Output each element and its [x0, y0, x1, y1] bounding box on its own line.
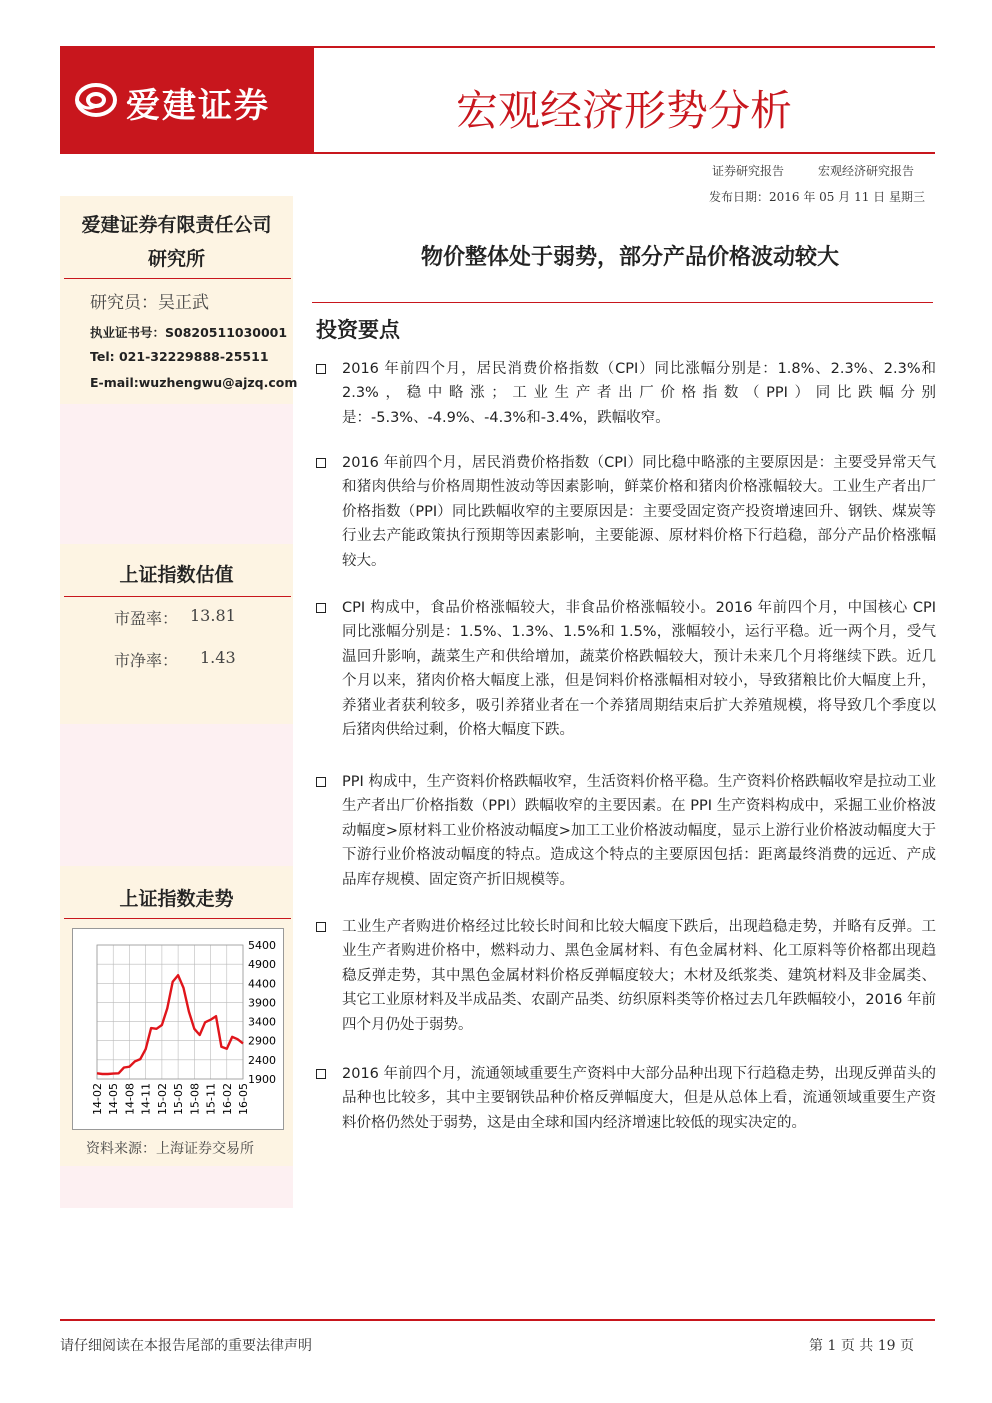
report-subtype: 宏观经济研究报告 — [818, 164, 915, 178]
pe-ratio-value: 13.81 — [190, 606, 236, 625]
report-title: 物价整体处于弱势，部分产品价格波动较大 — [420, 245, 839, 270]
bullet-paragraph-5: 工业生产者购进价格经过比较长时间和比较大幅度下跌后，出现趋稳走势，并略有反弹。工业生产者购进价格中，燃料动力、黑色金属材料、有色金属材料、化工原料等价格都出现趋稳反弹走势，其中黑色金属材料价格反弹幅度较大；木材及纸浆类、建筑材料及非金属类、其它工业原材料及半成品类、农副产品类、纺织原料类等价格过去几年跌幅较小，2016 年前四个月仍处于弱势。 — [342, 919, 936, 1033]
logo-icon — [74, 82, 118, 118]
bullet-icon — [316, 777, 326, 787]
brand-logo — [60, 48, 314, 152]
logo-text: 爱建证券 — [126, 86, 270, 126]
report-title-rule — [312, 302, 933, 303]
bullet-icon — [316, 458, 326, 468]
y-tick-label: 3900 — [248, 996, 276, 1010]
chart-plot-area — [97, 945, 243, 1079]
sidebar-pink-bg-1 — [60, 404, 293, 544]
x-tick-label: 15-02 — [155, 1083, 169, 1115]
bullet-paragraph-6: 2016 年前四个月，流通领域重要生产资料中大部分品种出现下行趋稳走势，出现反弹苗头的品种也比较多，其中主要钢铁品种价格反弹幅度大，但是从总体上看，流通领域重要生产资料价格仍然处于弱势，这是由全球和国内经济增速比较低的现实决定的。 — [342, 1066, 936, 1131]
x-tick-label: 14-05 — [107, 1083, 121, 1115]
company-name-line2: 研究所 — [147, 248, 205, 270]
y-tick-label: 2400 — [248, 1053, 276, 1067]
license-number: 执业证书号：S0820511030001 — [90, 325, 288, 340]
x-tick-label: 14-08 — [123, 1083, 137, 1115]
document-title: 宏观经济形势分析 — [456, 86, 793, 135]
y-tick-label: 4900 — [248, 958, 276, 972]
valuation-heading: 上证指数估值 — [119, 564, 234, 586]
y-tick-label: 5400 — [248, 939, 276, 952]
bullet-icon — [316, 603, 326, 613]
pb-ratio-value: 1.43 — [200, 648, 236, 667]
section-heading: 投资要点 — [316, 318, 400, 342]
page-number: 第 1 页 共 19 页 — [809, 1338, 914, 1354]
researcher-name: 研究员：吴正武 — [90, 293, 209, 313]
pb-ratio-label: 市净率： — [114, 651, 179, 670]
company-divider — [64, 278, 291, 279]
trend-divider — [64, 918, 291, 919]
sidebar-pink-bg-3 — [60, 1166, 293, 1208]
report-type: 证券研究报告 — [712, 164, 785, 178]
y-tick-label: 4400 — [248, 977, 276, 991]
pe-ratio-label: 市盈率： — [114, 609, 179, 628]
contact-email[interactable]: E-mail:wuzhengwu@ajzq.com — [90, 375, 298, 390]
index-series-line — [97, 975, 243, 1074]
bullet-icon — [316, 1069, 326, 1079]
x-tick-label: 14-02 — [91, 1083, 104, 1115]
y-tick-label: 1900 — [248, 1073, 276, 1086]
publish-date: 发布日期：2016 年 05 月 11 日 星期三 — [709, 190, 925, 204]
valuation-divider — [64, 596, 291, 597]
index-chart — [72, 928, 284, 1130]
contact-tel: Tel: 021-32229888-25511 — [90, 349, 269, 364]
index-chart-svg — [73, 929, 283, 1129]
x-tick-label: 15-08 — [188, 1083, 202, 1115]
sidebar-pink-bg-2 — [60, 724, 293, 866]
footer-disclaimer: 请仔细阅读在本报告尾部的重要法律声明 — [60, 1338, 312, 1354]
bullet-paragraph-4: PPI 构成中，生产资料价格跌幅收窄，生活资料价格平稳。生产资料价格跌幅收窄是拉动工业生产者出厂价格指数（PPI）跌幅收窄的主要因素。在 PPI 生产资料构成中，采掘工业价格波动幅度>原材料工业价格波动幅度>加工工业价格波动幅度，显示上游行业价格波动幅度大于下游行业价格波动幅度的特点。造成这个特点的主要原因包括：距离最终消费的远近、产成品库存规模、固定资产折旧规模等。 — [342, 774, 936, 888]
bullet-paragraph-1: 2016 年前四个月，居民消费价格指数（CPI）同比涨幅分别是：1.8%、2.3%、2.3%和 2.3%，稳中略涨；工业生产者出厂价格指数（PPI）同比跌幅分别是：-5.3%、-4.9%、-4.3%和-3.4%，跌幅收窄。 — [342, 361, 936, 426]
company-name — [60, 208, 293, 276]
company-name-line1: 爱建证券有限责任公司 — [81, 214, 272, 236]
footer-rule — [60, 1319, 935, 1321]
y-tick-label: 3400 — [248, 1015, 276, 1029]
bullet-paragraph-3: CPI 构成中，食品价格涨幅较大，非食品价格涨幅较小。2016 年前四个月，中国核心 CPI 同比涨幅分别是：1.5%、1.3%、1.5%和 1.5%，涨幅较小，运行平稳。近一两个月，受气温回升影响，蔬菜生产和供给增加，蔬菜价格跌幅较大，预计未来几个月将继续下跌。近几个月以来，猪肉价格大幅度上涨，但是饲料价格涨幅相对较小，导致猪粮比价大幅度上升，养猪业者获利较多，吸引养猪业者在一个养猪周期结束后扩大养殖规模，将导致几个季度以后猪肉供给过剩，价格大幅度下跌。 — [342, 600, 936, 739]
bullet-paragraph-2: 2016 年前四个月，居民消费价格指数（CPI）同比稳中略涨的主要原因是：主要受异常天气和猪肉供给与价格周期性波动等因素影响，鲜菜价格和猪肉价格涨幅较大。工业生产者出厂价格指数（PPI）同比跌幅收窄的主要原因是：主要受固定资产投资增速回升、钢铁、煤炭等行业去产能政策执行预期等因素影响，主要能源、原材料价格下行趋稳，部分产品价格涨幅较大。 — [342, 455, 936, 569]
x-tick-label: 16-02 — [220, 1083, 234, 1115]
x-tick-label: 15-11 — [204, 1083, 218, 1115]
x-tick-label: 14-11 — [139, 1083, 153, 1115]
chart-source: 资料来源：上海证券交易所 — [86, 1141, 254, 1157]
x-tick-label: 15-05 — [172, 1083, 186, 1115]
header-bottom-rule — [60, 152, 935, 154]
bullet-icon — [316, 922, 326, 932]
y-tick-label: 2900 — [248, 1034, 276, 1048]
trend-heading: 上证指数走势 — [119, 888, 234, 910]
x-tick-label: 16-05 — [237, 1083, 250, 1115]
bullet-icon — [316, 364, 326, 374]
